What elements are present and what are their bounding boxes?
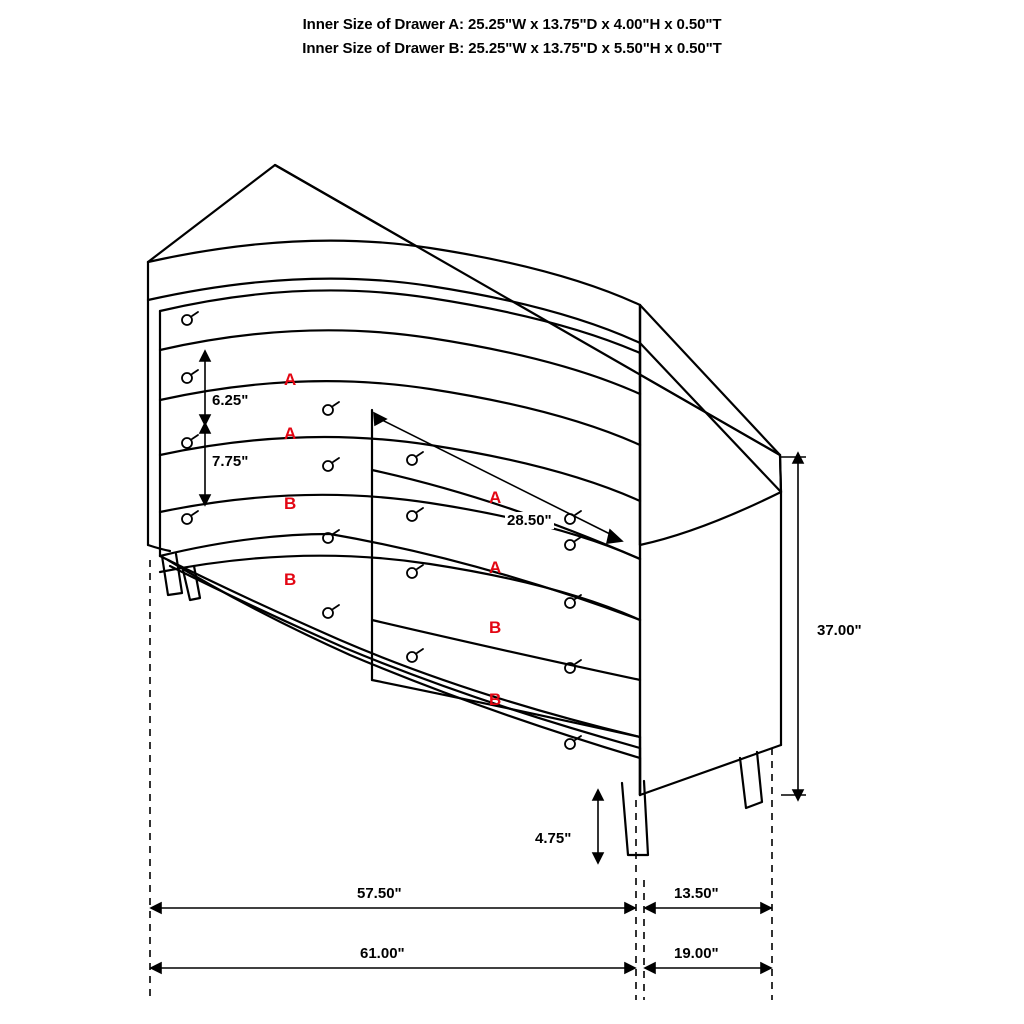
drawer-label-b-4: B <box>489 690 502 709</box>
dimension-label-side-case-depth: 13.50" <box>674 885 719 902</box>
dimension-label-leg-height: 4.75" <box>535 830 572 847</box>
dimension-label-front-case-width: 57.50" <box>357 885 402 902</box>
drawer-a-inner-size-text: Inner Size of Drawer A: 25.25"W x 13.75"D x 4.00"H x 0.50"T <box>302 16 722 33</box>
dimension-label-drawer-a-height: 6.25" <box>212 392 249 409</box>
drawer-label-a-1: A <box>284 370 297 389</box>
drawer-label-a-4: A <box>489 558 502 577</box>
drawer-label-a-3: A <box>489 488 502 507</box>
drawer-label-b-1: B <box>284 494 297 513</box>
dimension-label-overall-height: 37.00" <box>817 622 862 639</box>
dimension-label-drawer-b-height: 7.75" <box>212 453 249 470</box>
dimension-label-overall-width: 61.00" <box>360 945 405 962</box>
drawer-label-b-3: B <box>489 618 502 637</box>
drawer-label-a-2: A <box>284 424 297 443</box>
drawer-b-inner-size-text: Inner Size of Drawer B: 25.25"W x 13.75"D x 5.50"H x 0.50"T <box>302 40 722 57</box>
dimension-label-drawer-bank-width: 28.50" <box>507 512 552 529</box>
drawer-label-b-2: B <box>284 570 297 589</box>
dimension-label-overall-depth: 19.00" <box>674 945 719 962</box>
